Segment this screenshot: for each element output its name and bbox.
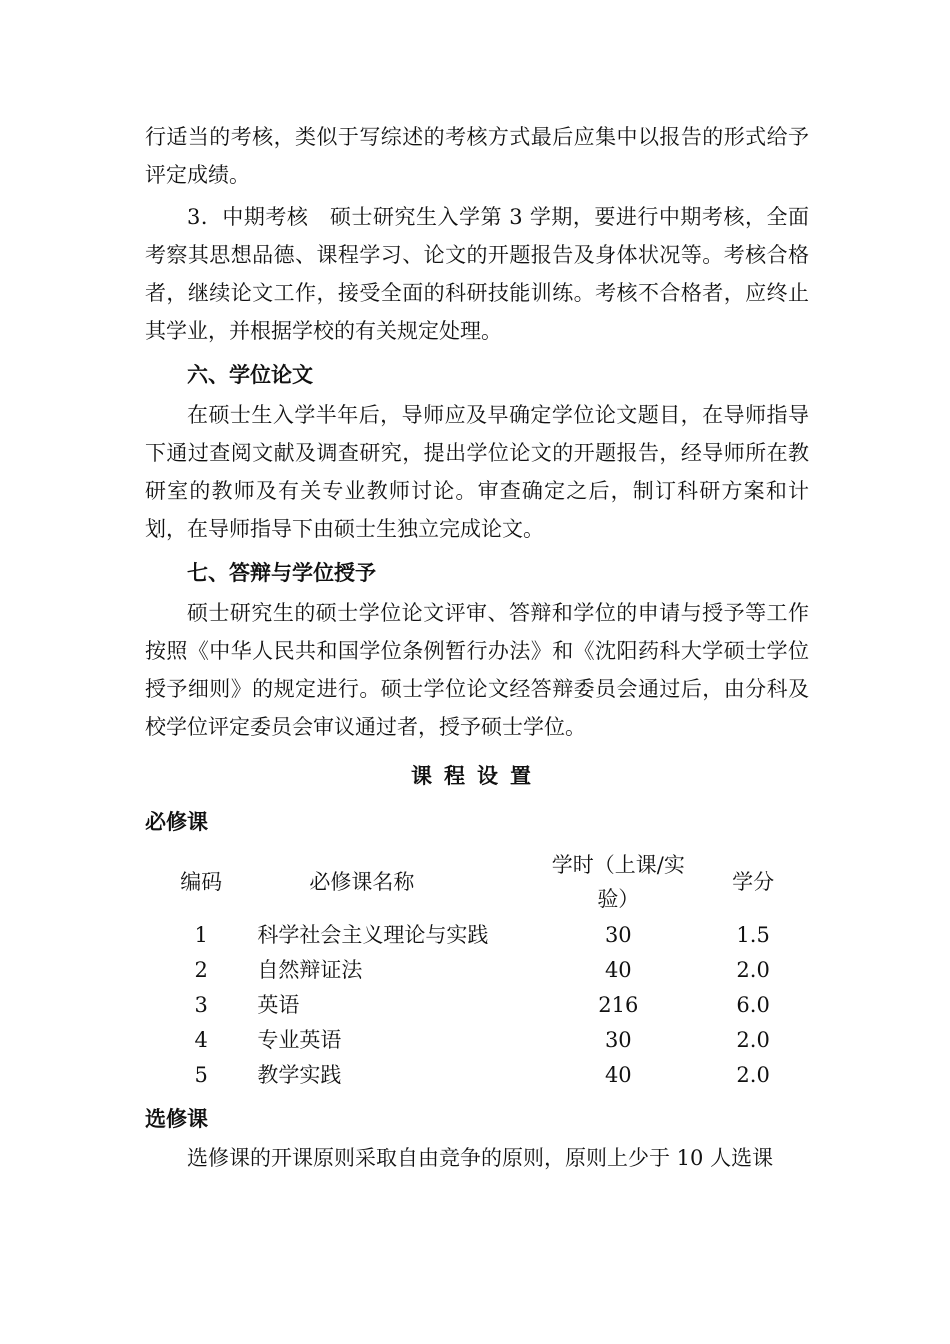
cell-credits: 1.5 bbox=[736, 923, 770, 947]
table-row bbox=[145, 953, 809, 988]
paragraph-elective: 选修课的开课原则采取自由竞争的原则，原则上少于 10 人选课 bbox=[187, 1146, 774, 1170]
table-row bbox=[145, 918, 809, 953]
table-row bbox=[145, 988, 809, 1023]
cell-credits: 2.0 bbox=[736, 1063, 770, 1087]
header-code: 编码 bbox=[180, 870, 223, 894]
section-heading-defense: 七、答辩与学位授予 bbox=[187, 561, 376, 585]
section-heading-thesis: 六、学位论文 bbox=[187, 363, 313, 387]
paragraph-defense: 硕士研究生的硕士学位论文评审、答辩和学位的申请与授予等工作按照《中华人民共和国学位条例暂行办法》和《沈阳药科大学硕士学位授予细则》的规定进行。硕士学位论文经答辩委员会通过后，由分科及校学位评定委员会审议通过者，授予硕士学位。 bbox=[145, 601, 809, 739]
header-credits: 学分 bbox=[732, 870, 775, 894]
table-row bbox=[145, 1058, 809, 1093]
cell-hours: 40 bbox=[604, 1063, 632, 1087]
cell-name: 自然辩证法 bbox=[257, 958, 363, 982]
cell-code: 3 bbox=[194, 993, 208, 1017]
required-course-table bbox=[145, 846, 809, 1093]
cell-code: 4 bbox=[194, 1028, 208, 1052]
document-page bbox=[145, 118, 809, 1177]
cell-credits: 2.0 bbox=[736, 958, 770, 982]
cell-hours: 30 bbox=[604, 923, 632, 947]
table-row bbox=[145, 1023, 809, 1058]
paragraph-midterm: 3．中期考核 硕士研究生入学第 3 学期，要进行中期考核，全面考察其思想品德、课程学习、论文的开题报告及身体状况等。考核合格者，继续论文工作，接受全面的科研技能训练。考核不合格者，应终止其学业，并根据学校的有关规定处理。 bbox=[145, 205, 809, 343]
course-title: 课程设置 bbox=[411, 764, 543, 788]
cell-hours: 216 bbox=[598, 993, 639, 1017]
cell-code: 2 bbox=[194, 958, 208, 982]
cell-credits: 6.0 bbox=[736, 993, 770, 1017]
header-name: 必修课名称 bbox=[309, 870, 415, 894]
cell-name: 专业英语 bbox=[257, 1028, 342, 1052]
cell-name: 教学实践 bbox=[257, 1063, 342, 1087]
table-header-row bbox=[145, 846, 809, 918]
elective-label: 选修课 bbox=[145, 1107, 208, 1131]
cell-code: 1 bbox=[194, 923, 208, 947]
cell-name: 科学社会主义理论与实践 bbox=[257, 923, 489, 947]
cell-hours: 40 bbox=[604, 958, 632, 982]
paragraph-thesis: 在硕士生入学半年后，导师应及早确定学位论文题目，在导师指导下通过查阅文献及调查研究，提出学位论文的开题报告，经导师所在教研室的教师及有关专业教师讨论。审查确定之后，制订科研方案和计划，在导师指导下由硕士生独立完成论文。 bbox=[145, 403, 809, 541]
cell-name: 英语 bbox=[257, 993, 300, 1017]
cell-credits: 2.0 bbox=[736, 1028, 770, 1052]
cell-code: 5 bbox=[194, 1063, 208, 1087]
required-label: 必修课 bbox=[145, 810, 208, 834]
cell-hours: 30 bbox=[604, 1028, 632, 1052]
header-hours: 学时（上课/实验） bbox=[551, 853, 685, 911]
paragraph-continuation: 行适当的考核，类似于写综述的考核方式最后应集中以报告的形式给予评定成绩。 bbox=[145, 125, 809, 187]
